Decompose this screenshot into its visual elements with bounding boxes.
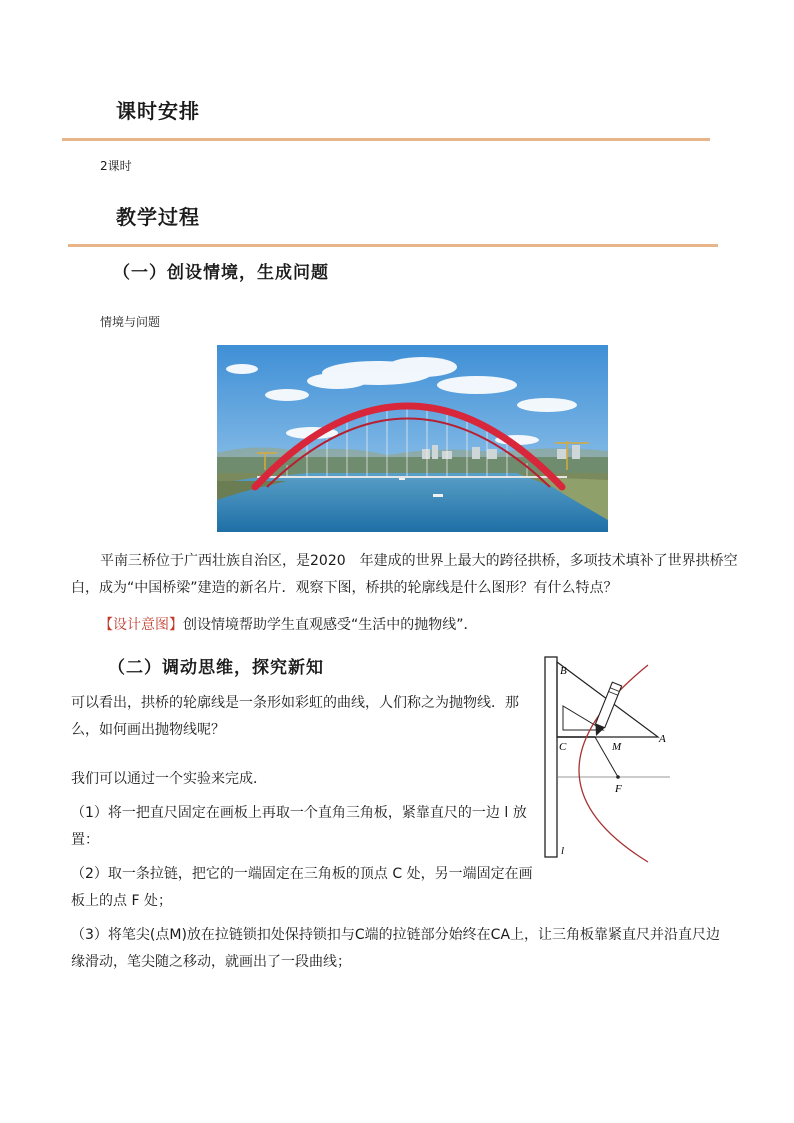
step2-line1: （2）取一条拉链，把它的一端固定在三角板的顶点 C 处，另一端固定在画: [71, 866, 533, 882]
design-intent-text: 创设情境帮助学生直观感受“生活中的抛物线”．: [183, 617, 478, 633]
step2-line2: 板上的点 F 处；: [71, 893, 172, 909]
part2-paragraph-line2: 么，如何画出抛物线呢？: [71, 722, 225, 738]
label-c: C: [559, 741, 567, 753]
design-intent: [99, 612, 478, 639]
ruler: [545, 657, 557, 857]
section-divider: [62, 138, 710, 141]
label-l: l: [561, 845, 565, 857]
experiment-intro: 我们可以通过一个实验来完成．: [71, 771, 267, 787]
part2-title: （二）调动思维，探究新知: [108, 658, 324, 678]
part1-title: （一）创设情境，生成问题: [113, 263, 329, 283]
parabola-figure: [530, 650, 680, 865]
bridge-paragraph-line1: 平南三桥位于广西壮族自治区，是2020 年建成的世界上最大的跨径拱桥，多项技术填补了世界拱桥空: [100, 553, 738, 569]
label-f: F: [615, 783, 622, 795]
design-intent-tag: 【设计意图】: [99, 617, 183, 633]
section-title-schedule: 课时安排: [116, 99, 200, 123]
section-title-process: 教学过程: [116, 205, 200, 229]
bridge-photo: [217, 345, 608, 532]
step1-line2: 置：: [71, 832, 99, 848]
part1-subtitle: 情境与问题: [100, 315, 161, 329]
schedule-content: 2课时: [100, 159, 132, 173]
label-a: A: [659, 733, 666, 745]
step3-line2: 缘滑动，笔尖随之移动，就画出了一段曲线；: [71, 954, 351, 970]
focus-point: [616, 775, 620, 779]
step3-line1: （3）将笔尖(点M)放在拉链锁扣处保持锁扣与C端的拉链部分始终在CA上，让三角板靠紧直尺并沿直尺边: [71, 927, 721, 943]
bridge-paragraph-line2: 白，成为“中国桥梁”建造的新名片．观察下图，桥拱的轮廓线是什么图形？有什么特点？: [71, 580, 618, 596]
step1-line1: （1）将一把直尺固定在画板上再取一个直角三角板，紧靠直尺的一边 l 放: [71, 805, 527, 821]
label-m: M: [612, 741, 622, 753]
part2-paragraph-line1: 可以看出，拱桥的轮廓线是一条形如彩虹的曲线，人们称之为抛物线．那: [71, 695, 519, 711]
section-divider: [68, 244, 718, 247]
label-b: B: [560, 665, 567, 677]
